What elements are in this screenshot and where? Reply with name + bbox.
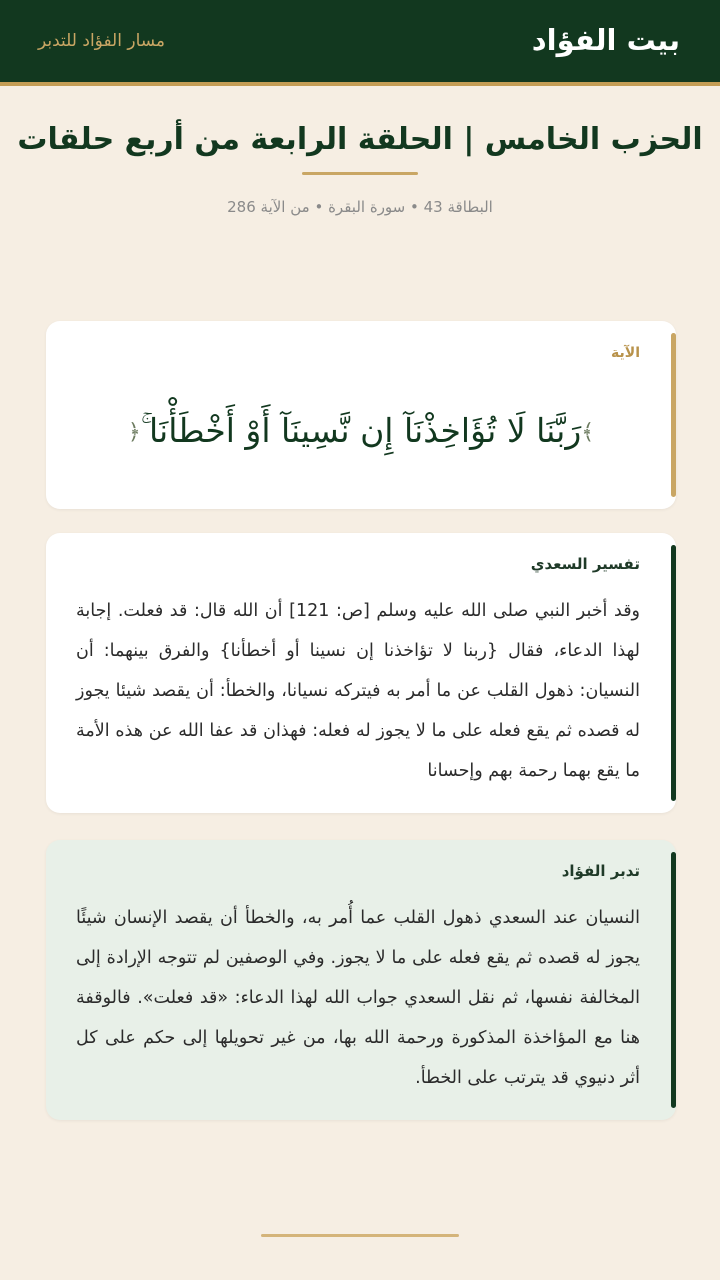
tafsir-label: تفسير السعدي (530, 555, 640, 573)
title-divider (302, 172, 418, 175)
tafsir-card (46, 533, 676, 813)
ayah-open-ornament: ﴾ (581, 420, 595, 445)
tadabbur-text: النسيان عند السعدي ذهول القلب عما أُمر به، والخطأ أن يقصد الإنسان شيئًا يجوز له قصده ثم يقع فعله على ما لا يجوز. وفي الوصفين لم تتوجه الإرادة إلى المخالفة نفسها، ثم نقل السعدي جواب الله لهذا الدعاء: «قد فعلت». فالوقفة هنا مع المؤاخذة المذكورة ورحمة الله بها، من غير تحويلها إلى حكم على كل أثر دنيوي قد يترتب على الخطأ. (76, 908, 640, 1088)
app-header (0, 0, 720, 86)
ayah-text-line (66, 405, 656, 459)
ayah-text: رَبَّنَا لَا تُؤَاخِذْنَآ إِن نَّسِينَآ أَوْ أَخْطَأْنَا ۚ (140, 411, 582, 450)
ayah-accent-bar (671, 333, 676, 497)
brand-tagline: مسار الفؤاد للتدبر (38, 31, 166, 51)
bottom-divider (261, 1234, 459, 1237)
ayah-label: الآية (611, 345, 640, 361)
ayah-card (46, 321, 676, 509)
tadabbur-label: تدبر الفؤاد (561, 862, 640, 880)
ayah-close-ornament: ﴿ (127, 420, 141, 445)
tafsir-accent-bar (671, 545, 676, 801)
tadabbur-card (46, 840, 676, 1120)
card-meta: البطاقة 43 • سورة البقرة • من الآية 286 (227, 198, 493, 216)
tadabbur-accent-bar (671, 852, 676, 1108)
page-title: الحزب الخامس | الحلقة الرابعة من أربع حلقات (17, 122, 703, 157)
brand-title[interactable]: بيت الفؤاد (531, 23, 680, 57)
tafsir-text: وقد أخبر النبي صلى الله عليه وسلم [ص: 121] أن الله قال: قد فعلت. إجابة لهذا الدعاء، فقال {ربنا لا تؤاخذنا إن نسينا أو أخطأنا} والفرق بينهما: أن النسيان: ذهول القلب عن ما أمر به فيتركه نسيانا، والخطأ: أن يقصد شيئا يجوز له قصده ثم يقع فعله على ما لا يجوز له فعله: فهذان قد عفا الله عن هذه الأمة ما يقع بهما رحمة بهم وإحسانا (76, 601, 641, 781)
